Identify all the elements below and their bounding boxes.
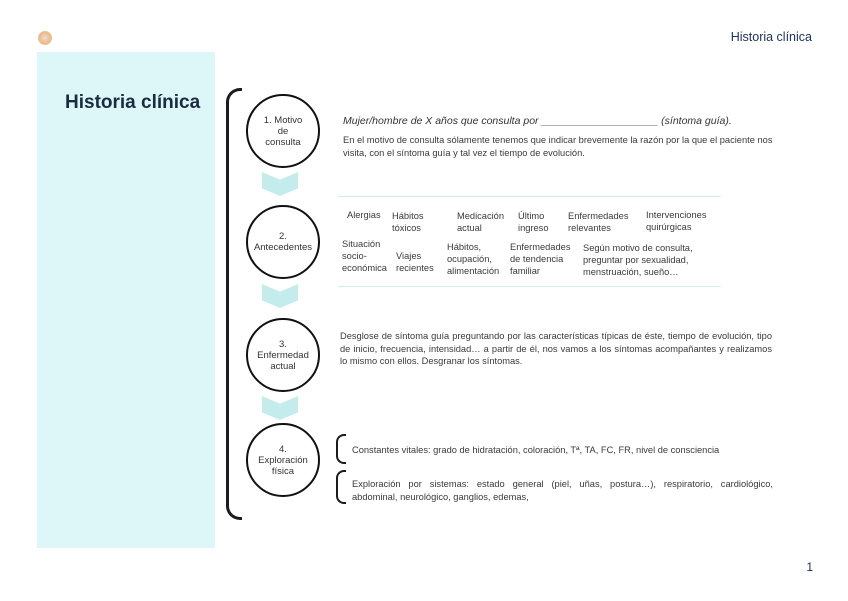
step-enfermedad-label: 3. Enfermedad actual xyxy=(257,338,309,372)
motivo-description: En el motivo de consulta sólamente tenemos que indicar brevemente la razón por la que el paciente nos visita, con el síntoma guía y tal vez el tiempo de evolución. xyxy=(343,135,773,158)
chevron-down-icon xyxy=(262,284,298,308)
motivo-template: Mujer/hombre de X años que consulta por ____________________ (síntoma guía). xyxy=(343,115,732,127)
antecedente-item: Último ingreso xyxy=(518,211,549,233)
antecedente-item: Enfermedades relevantes xyxy=(568,211,629,233)
antecedente-item: Situación socio- económica xyxy=(342,239,387,273)
step-exploracion-label: 4. Exploración física xyxy=(258,443,308,477)
side-panel xyxy=(37,52,215,548)
antecedente-item: Enfermedades de tendencia familiar xyxy=(510,242,571,276)
logo-icon xyxy=(38,31,52,45)
step-exploracion-circle xyxy=(246,423,320,497)
step-motivo-label: 1. Motivo de consulta xyxy=(263,114,303,148)
enfermedad-description: Desglose de síntoma guía preguntando por las características típicas de éste, tiempo de evolución, tipo de inicio, frecuencia, intensidad… a partir de él, nos vamos a los síntomas acompañantes y realizamos lo mismo con ellos. Desgranar los síntomas. xyxy=(340,331,772,366)
antecedente-item: Intervenciones quirúrgicas xyxy=(646,210,707,232)
antecedente-item: Según motivo de consulta, preguntar por sexualidad, menstruación, sueño… xyxy=(583,243,693,277)
page-number: 1 xyxy=(806,560,813,574)
left-bracket xyxy=(226,88,242,520)
sistemas-text: Exploración por sistemas: estado general (piel, uñas, postura…), respiratorio, cardiológico, abdominal, neurológico, ganglios, edemas, xyxy=(352,479,773,502)
step-enfermedad-circle xyxy=(246,318,320,392)
chevron-down-icon xyxy=(262,172,298,196)
antecedente-item: Alergias xyxy=(347,210,381,220)
antecedente-item: Hábitos tóxicos xyxy=(392,211,424,233)
chevron-down-icon xyxy=(262,396,298,420)
step-motivo-circle xyxy=(246,94,320,168)
constantes-text: Constantes vitales: grado de hidratación, coloración, Tª, TA, FC, FR, nivel de consciencia xyxy=(352,445,720,455)
page-title: Historia clínica xyxy=(65,92,201,113)
antecedente-item: Hábitos, ocupación, alimentación xyxy=(447,242,500,276)
step-antecedentes-circle xyxy=(246,205,320,279)
step-antecedentes-label: 2. Antecedentes xyxy=(253,231,313,253)
constantes-bracket xyxy=(336,434,346,464)
header-title: Historia clínica xyxy=(730,30,812,44)
antecedente-item: Medicación actual xyxy=(457,211,505,233)
sistemas-bracket xyxy=(336,470,346,504)
antecedente-item: Viajes recientes xyxy=(396,251,434,273)
